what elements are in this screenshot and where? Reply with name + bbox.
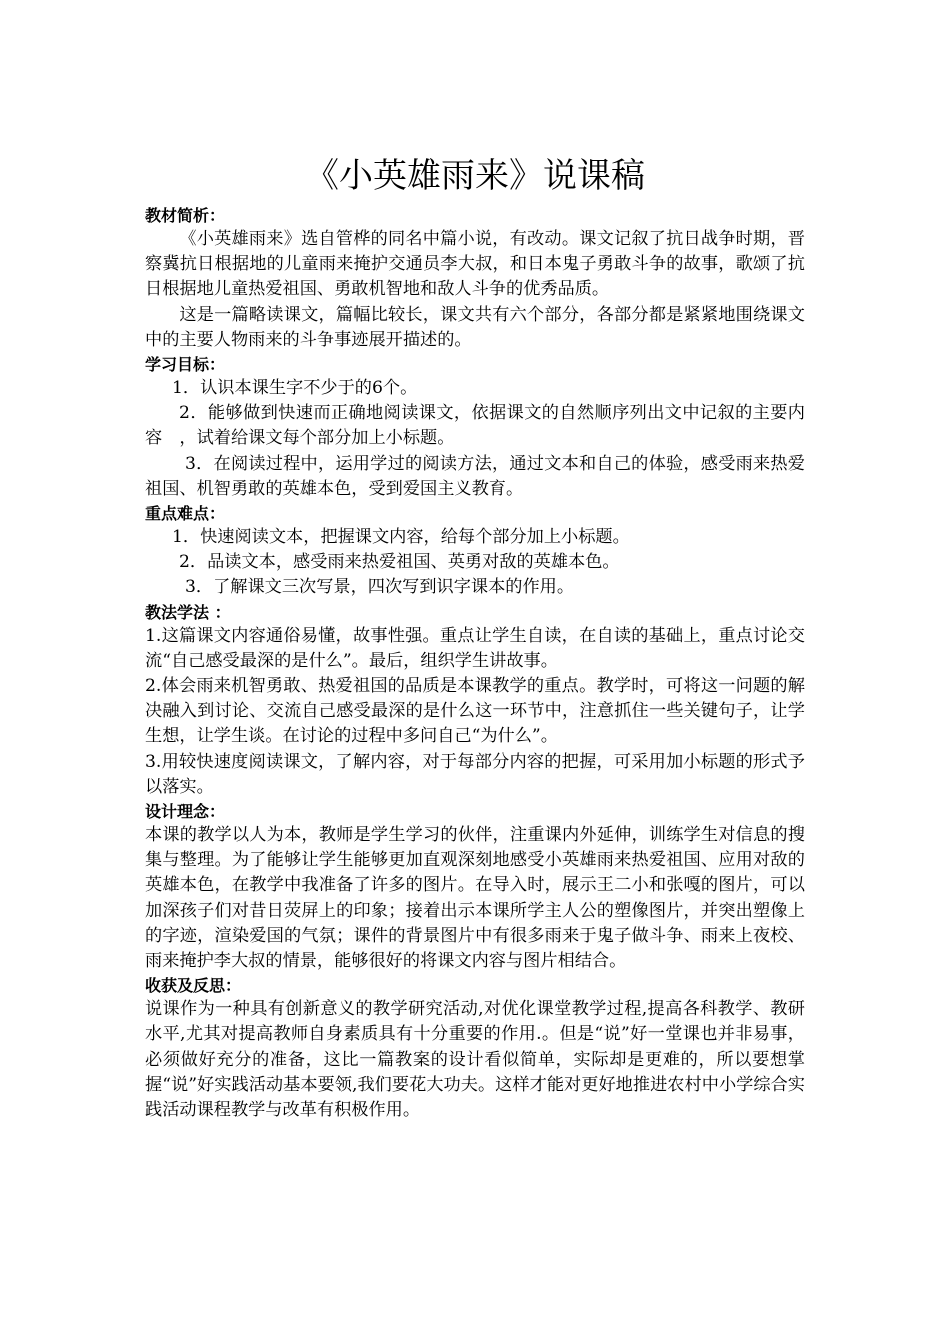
- heading-reflection: 收获及反思：: [145, 976, 242, 996]
- method-item-1: 1.这篇课文内容通俗易懂，故事性强。重点让学生自读，在自读的基础上，重点讨论交流“自己感受最深的是什么”。最后，组织学生讲故事。: [145, 625, 805, 671]
- heading-analysis: 教材简析：: [145, 206, 226, 225]
- goal-item-1: 1．认识本课生字不少于的6个。: [172, 378, 418, 399]
- document-title: 《小英雄雨来》说课稿: [305, 156, 645, 196]
- concept-paragraph: 本课的教学以人为本，教师是学生学习的伙伴，注重课内外延伸，训练学生对信息的搜集与整理。为了能够让学生能够更加直观深刻地感受小英雄雨来热爱祖国、应用对敌的英雄本色，在教学中我准备了许多的图片。在导入时，展示王二小和张嘎的图片，可以加深孩子们对昔日荧屏上的印象；接着出示本课所学主人公的塑像图片，并突出塑像上的字迹，渲染爱国的气氛；课件的背景图片中有很多雨来于鬼子做斗争、雨来上夜校、雨来掩护李大叔的情景，能够很好的将课文内容与图片相结合。: [145, 825, 805, 972]
- heading-methods: 教法学法 ：: [145, 602, 231, 622]
- document-page: [145, 150, 805, 1123]
- goal-item-2: 2．能够做到快速而正确地阅读课文，依据课文的自然顺序列出文中记叙的主要内容 ，试着给课文每个部分加上小标题。: [145, 403, 805, 449]
- heading-keypoints: 重点难点：: [145, 504, 226, 524]
- method-item-2: 2.体会雨来机智勇敢、热爱祖国的品质是本课教学的重点。教学时，可将这一问题的解决融入到讨论、交流自己感受最深的是什么这一环节中，注意抓住一些关键句子，让学生想，让学生谈。在讨论的过程中多问自己“为什么”。: [145, 676, 805, 747]
- reflection-paragraph: 说课作为一种具有创新意义的教学研究活动,对优化课堂教学过程,提高各科教学、教研水平,尤其对提高教师自身素质具有十分重要的作用.。但是“说”好一堂课也并非易事，必须做好充分的准备，这比一篇教案的设计看似简单，实际却是更难的，所以要想掌握“说”好实践活动基本要领,我们要花大功夫。这样才能对更好地推进农村中小学综合实践活动课程教学与改革有积极作用。: [145, 999, 805, 1121]
- analysis-paragraph-1: 《小英雄雨来》选自管桦的同名中篇小说，有改动。课文记叙了抗日战争时期，晋察冀抗日根据地的儿童雨来掩护交通员李大叔，和日本鬼子勇敢斗争的故事，歌颂了抗日根据地儿童热爱祖国、勇敢机智地和敌人斗争的优秀品质。: [145, 229, 805, 300]
- heading-goals: 学习目标：: [145, 355, 226, 375]
- analysis-paragraph-2: 这是一篇略读课文，篇幅比较长，课文共有六个部分，各部分都是紧紧地围绕课文中的主要人物雨来的斗争事迹展开描述的。: [145, 304, 805, 350]
- keypoint-item-3: 3．了解课文三次写景，四次写到识字课本的作用。: [185, 577, 575, 598]
- goal-item-3: 3．在阅读过程中，运用学过的阅读方法，通过文本和自己的体验，感受雨来热爱祖国、机智勇敢的英雄本色，受到爱国主义教育。: [145, 453, 805, 499]
- heading-concept: 设计理念：: [145, 802, 226, 822]
- method-item-3: 3.用较快速度阅读课文，了解内容，对于每部分内容的把握，可采用加小标题的形式予以落实。: [145, 751, 805, 797]
- keypoint-item-1: 1．快速阅读文本，把握课文内容，给每个部分加上小标题。: [172, 527, 630, 548]
- keypoint-item-2: 2．品读文本，感受雨来热爱祖国、英勇对敌的英雄本色。: [179, 552, 620, 573]
